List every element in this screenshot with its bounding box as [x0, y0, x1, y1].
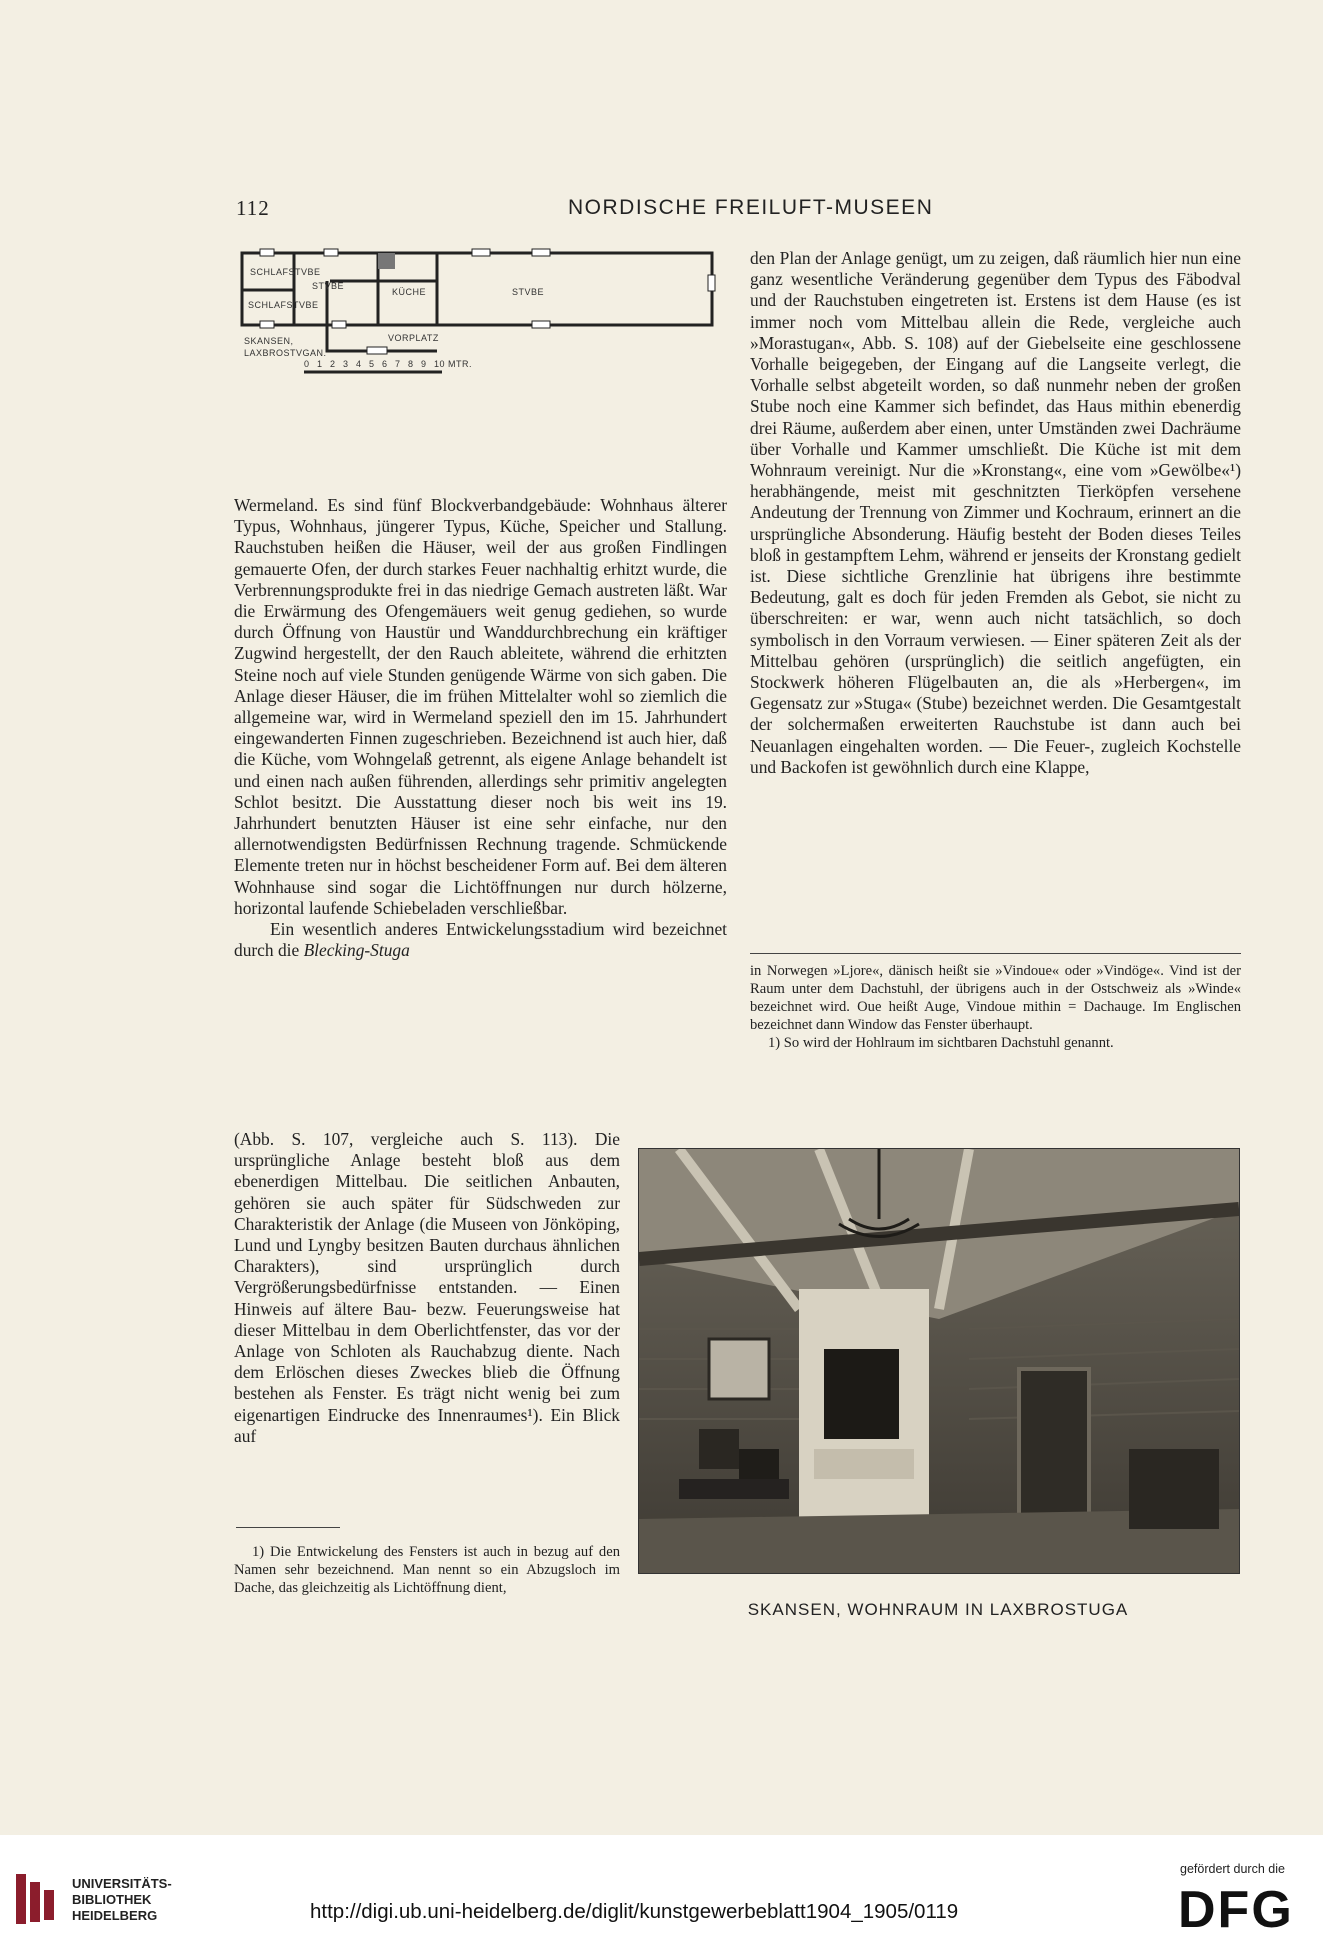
plan-room-label: SCHLAFSTVBE: [248, 300, 319, 310]
scale-label: 3: [343, 359, 349, 369]
plan-room-label: SCHLAFSTVBE: [250, 267, 321, 277]
right-column-text: [750, 248, 1241, 778]
source-url[interactable]: http://digi.ub.uni-heidelberg.de/diglit/kunstgewerbeblatt1904_1905/0119: [310, 1900, 959, 1923]
paragraph: Wermeland. Es sind fünf Blockverbandgebäude: Wohnhaus älterer Typus, Wohnhaus, jüngerer Typus, Küche, Speicher und Stallung. Rauchstuben heißen die Häuser, weil der aus großen Findlingen gemauerte Ofen, der durch starkes Feuer nachhaltig erhitzt wurde, die Verbrennungsprodukte frei in das niedrige Gemach austreten läßt. War die Erwärmung des Ofengemäuers weit genug gediehen, so wurde durch Öffnung von Haustür und Wanddurchbrechung ein kräftiger Zugwind hergestellt, der den Rauch ableitete, während die erhitzten Steine noch auf viele Stunden genügende Wärme von sich gaben. Die Anlage dieser Häuser, die im frühen Mittelalter wohl so ziemlich die allgemeine war, wird in Wermeland speziell den im 15. Jahrhundert eingewanderten Finnen zugeschrieben. Bezeichnend ist auch hier, daß die Küche, vom Wohngelaß getrennt, als eigene Anlage behandelt ist und einen nach außen führenden, allerdings sehr primitiv angelegten Schlot besitzt. Die Ausstattung dieser noch bis weit ins 19. Jahrhundert benutzten Häuser ist eine sehr einfache, nur den allernotwendigsten Bedürfnissen Rechnung tragende. Schmückende Elemente treten nur in höchst bescheidener Form auf. Bei dem älteren Wohnhause sind sogar die Lichtöffnungen nur durch hölzerne, horizontal laufende Schiebeladen verschließbar.: [234, 495, 727, 918]
right-footnotes: [750, 962, 1241, 1052]
scale-label: 6: [382, 359, 388, 369]
blecking-stuga-ref: Blecking-Stuga: [303, 940, 410, 961]
scale-label: 5: [369, 359, 375, 369]
plan-room-label: KÜCHE: [392, 287, 427, 297]
funding-note: gefördert durch die: [1180, 1862, 1285, 1876]
photo-caption: SKANSEN, WOHNRAUM IN LAXBROSTUGA: [747, 1600, 1129, 1619]
institution-name: [72, 1876, 172, 1924]
institution-line: HEIDELBERG: [72, 1908, 158, 1923]
plan-hearth: [378, 253, 395, 269]
footnote-text: in Norwegen »Ljore«, dänisch heißt sie »Vindoue« oder »Vindöge«. Vind ist der Raum unter dem Dachstuhl, der übrigens auch in der Ostschweiz als »Winde« bezeichnet wird. Oue heißt Auge, Vindoue mithin = Dachauge. Im Englischen bezeichnet dann Window das Fenster überhaupt.: [750, 963, 1241, 1033]
footnote-divider: [236, 1527, 340, 1528]
institution-line: BIBLIOTHEK: [72, 1892, 152, 1907]
floor-plan: [232, 245, 722, 475]
plan-room-label: VORPLATZ: [388, 333, 439, 343]
institution-line: UNIVERSITÄTS-: [72, 1876, 172, 1891]
footnote-divider: [750, 953, 1241, 954]
plan-caption: SKANSEN,: [244, 336, 294, 346]
paragraph: den Plan der Anlage genügt, um zu zeigen, daß räumlich hier nun eine ganz wesentliche Veränderung gegenüber dem Typus des Fäbodval und der Rauchstuben eingetreten ist. Erstens ist dem Hause (es ist immer noch vom Mittelbau allein die Rede, vergleiche auch »Morastugan«, Abb. S. 108) auf der Giebelseite eine geschlossene Vorhalle beigegeben, der Eingang auf die Langseite verlegt, die Vorhalle selbst abgeteilt worden, so daß nunmehr neben der großen Stube noch eine Kammer sich befindet, das Haus mithin ebenerdig drei Räume, außerdem aber einen, unter Umständen zwei Dachräume über Vorhalle und Kammer umschließt. Die Küche ist mit dem Wohnraum vereinigt. Nur die »Kronstang«, eine vom »Gewölbe«¹) herabhängende, meist mit geschnitzten Tierköpfen versehene Andeutung der Trennung von Zimmer und Kochraum, erinnert an die ursprüngliche Absonderung. Häufig besteht der Boden dieses Teiles bloß in gestampftem Lehm, während er jenseits der Kronstang gedielt ist. Diese sichtliche Grenzlinie hat übrigens ihre bestimmte Bedeutung, galt es doch für jeden Fremden als Gebot, sie nicht zu überschreiten: er war, wenn auch nicht tatsächlich, so doch symbolisch in den Vorraum verwiesen. — Einer späteren Zeit als der Mittelbau gehören (ursprünglich) die seitlich angefügten, ein Stockwerk höheren Flügelbauten an, die als »Herbergen«, im Gegensatz zur »Stuga« (Stube) bezeichnet werden. Die Gesamtgestalt der solchermaßen erweiterten Rauchstube ist dann auch bei Neuanlagen eingehalten worden. — Die Feuer-, zugleich Kochstelle und Backofen ist gewöhnlich durch eine Klappe,: [750, 248, 1241, 777]
plan-caption: LAXBROSTVGAN.: [244, 348, 327, 358]
left-footnote: [234, 1543, 620, 1597]
page-number: 112: [236, 196, 270, 220]
scale-label: 7: [395, 359, 401, 369]
left-column-text: [234, 495, 727, 961]
scale-label: 0: [304, 359, 310, 369]
left-column-continuation: [234, 1129, 620, 1447]
scale-label: 1: [317, 359, 323, 369]
plan-room-label: STVBE: [312, 281, 345, 291]
scale-label: 9: [421, 359, 427, 369]
paragraph: (Abb. S. 107, vergleiche auch S. 113). Die ursprüngliche Anlage besteht bloß aus dem ebenerdigen Mittelbau. Die seitlichen Anbauten, gehören sie auch später für Südschweden zur Charakteristik der Anlage (die Museen von Jönköping, Lund und Lyngby besitzen Bauten durchaus ähnlichen Charakters), sind ursprünglich durch Vergrößerungsbedürfnisse entstanden. — Einen Hinweis auf ältere Bau- bezw. Feuerungsweise hat dieser Mittelbau in dem Oberlichtfenster, das vor der Anlage von Schloten als Rauchabzug diente. Nach dem Erlöschen dieses Zweckes blieb die Öffnung bestehen als Fenster. Es trägt nicht wenig bei zum eigenartigen Eindrucke des Innenraumes¹). Ein Blick auf: [234, 1129, 620, 1446]
footnote-text: 1) Die Entwickelung des Fensters ist auch in bezug auf den Namen sehr bezeichnend. Man nennt so ein Abzugsloch im Dache, das gleichzeitig als Lichtöffnung dient,: [234, 1544, 620, 1596]
scale-label: 2: [330, 359, 336, 369]
paragraph: [234, 919, 727, 961]
running-title: NORDISCHE FREILUFT-MUSEEN: [568, 196, 934, 219]
plan-room-label: STVBE: [512, 287, 545, 297]
scale-label: 4: [356, 359, 362, 369]
interior-photo: [638, 1148, 1240, 1574]
paragraph-text: Ein wesentlich anderes Entwickelungsstadium wird bezeichnet durch die: [234, 919, 727, 961]
scale-label: 8: [408, 359, 414, 369]
scale-label: 10 MTR.: [434, 359, 473, 369]
footnote-text: 1) So wird der Hohlraum im sichtbaren Dachstuhl genannt.: [768, 1035, 1114, 1051]
dfg-logo: DFG: [1178, 1881, 1294, 1939]
